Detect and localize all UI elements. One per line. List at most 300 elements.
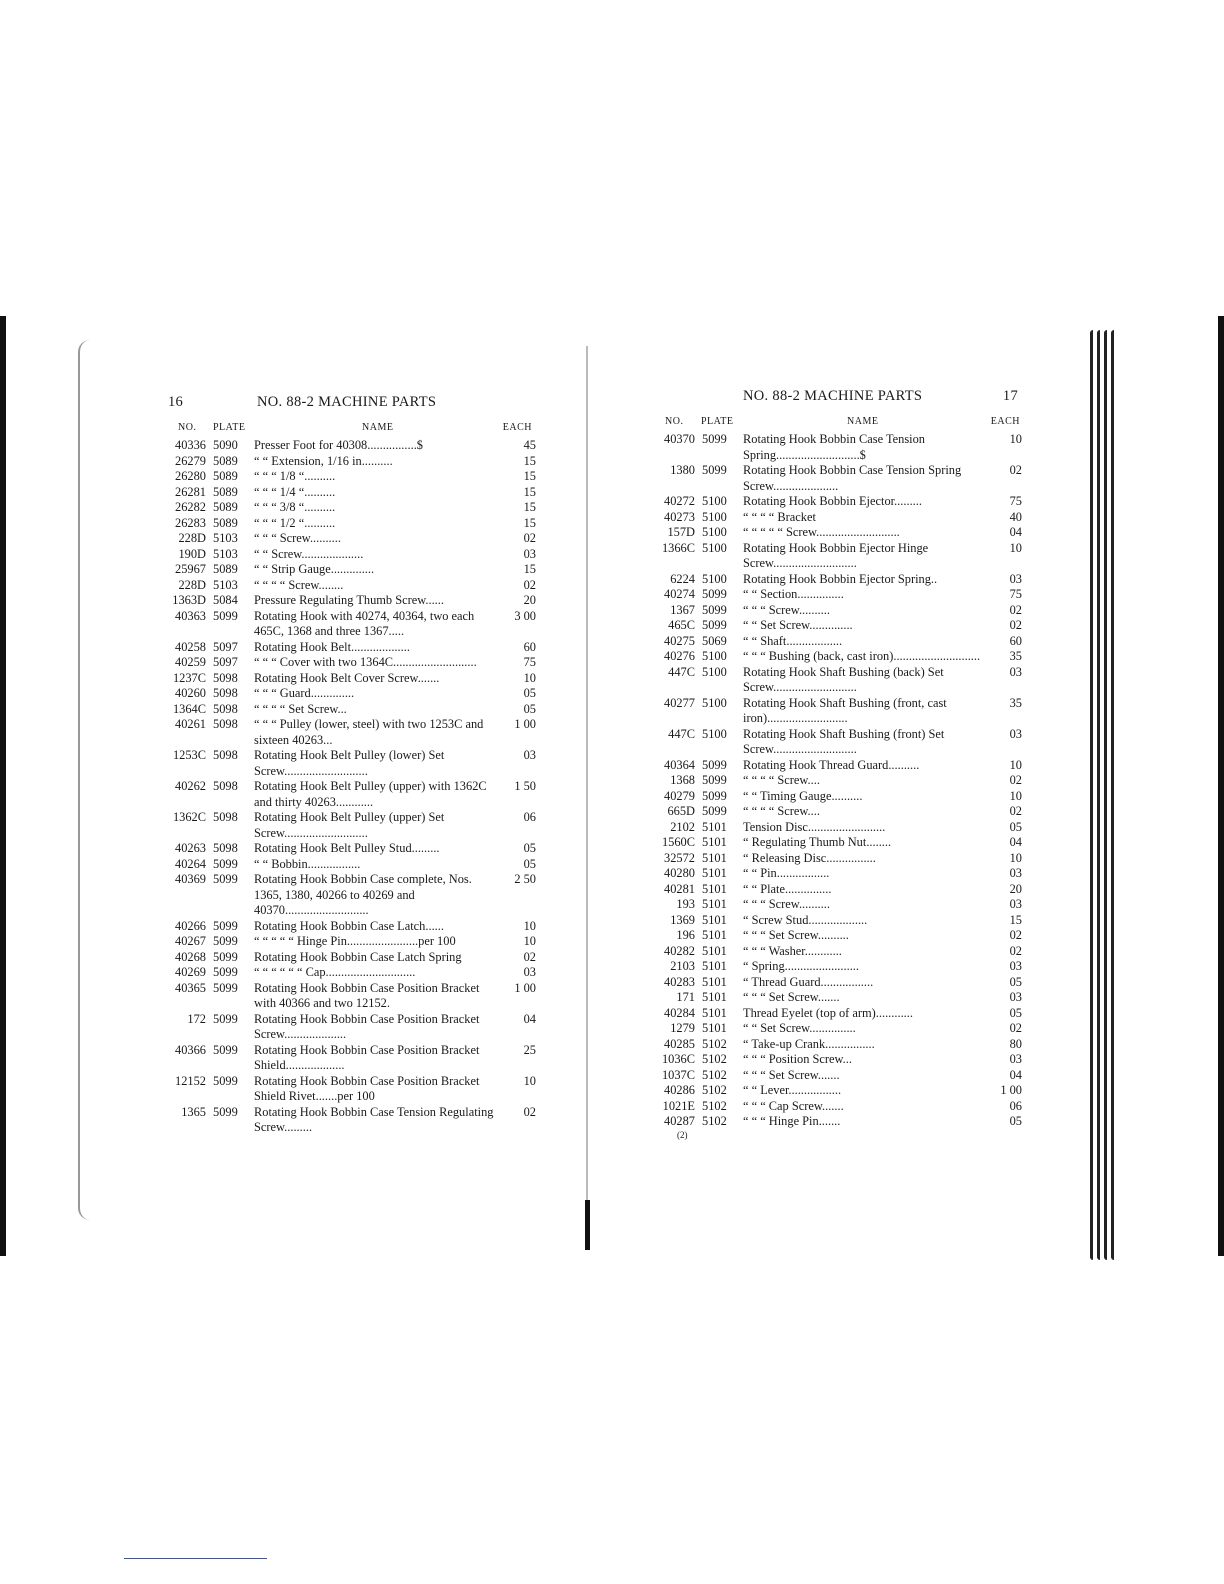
plate-number: 5097: [213, 639, 238, 654]
table-row: [168, 841, 536, 857]
part-price: 05: [1009, 819, 1022, 834]
plate-number: 5089: [213, 469, 238, 483]
part-number: 40366: [175, 1042, 206, 1057]
table-row: [168, 1074, 536, 1105]
part-number: 40275: [664, 633, 695, 648]
part-name: Rotating Hook Belt Pulley Stud.........: [254, 841, 440, 855]
part-price: 75: [1009, 494, 1022, 508]
part-number: 40285: [664, 1036, 695, 1051]
right-page-number: 17: [1002, 388, 1018, 404]
plate-number: 5090: [213, 438, 238, 452]
plate-number: 5101: [702, 959, 727, 973]
table-row: [657, 789, 1022, 805]
part-name: “ “ “ Screw..........: [743, 897, 830, 911]
signature-mark: (2): [677, 1129, 688, 1140]
part-price: 03: [523, 546, 536, 561]
part-price: 03: [1009, 897, 1022, 911]
part-number: 190D: [178, 546, 206, 561]
plate-number: 5101: [702, 866, 727, 880]
col-plate: PLATE: [701, 416, 734, 427]
plate-number: 5103: [213, 546, 238, 561]
plate-number: 5101: [702, 1021, 727, 1035]
part-number: 1237C: [172, 670, 206, 685]
part-price: 03: [1009, 959, 1022, 973]
part-number: 32572: [664, 850, 695, 865]
plate-number: 5099: [702, 773, 727, 787]
part-number: 447C: [668, 664, 695, 679]
part-name: Rotating Hook Belt Cover Screw.......: [254, 670, 440, 685]
plate-number: 5103: [213, 577, 238, 592]
part-number: 40284: [664, 1005, 695, 1020]
right-page: [657, 388, 1022, 1140]
part-number: 2103: [670, 959, 695, 973]
part-name: Rotating Hook Bobbin Case Tension Spring...........................$: [743, 432, 926, 462]
book-gutter: [586, 346, 588, 1246]
part-price: 03: [1009, 990, 1022, 1004]
table-row: [657, 1083, 1022, 1099]
table-row: [657, 1099, 1022, 1115]
part-number: 40363: [175, 608, 206, 623]
part-price: 03: [523, 965, 536, 979]
part-name: “ “ “ 1/2 “..........: [254, 515, 336, 530]
plate-number: 5099: [702, 804, 727, 818]
plate-number: 5101: [702, 943, 727, 958]
right-column-headers: [657, 416, 1022, 432]
plate-number: 5102: [702, 1098, 727, 1113]
part-number: 26279: [175, 453, 206, 468]
part-number: 1021E: [662, 1098, 695, 1113]
plate-number: 5098: [213, 701, 238, 716]
plate-number: 5099: [213, 1104, 238, 1119]
part-name: Rotating Hook Bobbin Ejector Hinge Screw...........................: [743, 540, 929, 570]
part-price: 02: [1009, 463, 1022, 477]
part-price: 2 50: [514, 872, 536, 886]
col-each: EACH: [502, 422, 532, 433]
plate-number: 5100: [702, 649, 727, 663]
part-price: 02: [1009, 928, 1022, 942]
part-number: 40274: [664, 587, 695, 601]
plate-number: 5100: [702, 509, 727, 524]
part-name: “ “ “ “ “ Hinge Pin.......................per 100: [254, 934, 456, 948]
part-name: “ “ Plate...............: [743, 881, 832, 896]
part-price: 10: [523, 934, 536, 948]
right-page-title: NO. 88-2 MACHINE PARTS: [743, 388, 923, 404]
table-row: [168, 872, 536, 919]
left-page-number: 16: [168, 394, 184, 410]
table-row: [168, 950, 536, 966]
table-row: [657, 463, 1022, 494]
table-row: [657, 975, 1022, 991]
part-number: 665D: [667, 804, 695, 818]
part-name: Rotating Hook Bobbin Case Position Bracket with 40366 and two 12152.: [254, 980, 480, 1010]
part-price: 1 00: [514, 980, 536, 995]
part-number: 1366C: [661, 540, 695, 555]
part-price: 02: [523, 577, 536, 592]
part-number: 6224: [670, 571, 695, 586]
table-row: [168, 640, 536, 656]
part-name: “ Releasing Disc................: [743, 850, 876, 865]
table-row: [657, 897, 1022, 913]
part-price: 20: [523, 593, 536, 607]
part-number: 1362C: [172, 810, 206, 824]
part-number: 1037C: [661, 1067, 695, 1082]
table-row: [657, 1114, 1022, 1130]
part-price: 15: [523, 453, 536, 468]
plate-number: 5099: [213, 856, 238, 871]
part-price: 06: [523, 810, 536, 824]
table-row: [168, 981, 536, 1012]
part-price: 10: [1009, 757, 1022, 772]
part-name: Rotating Hook Shaft Bushing (back) Set Screw...........................: [743, 664, 944, 694]
plate-number: 5098: [213, 717, 238, 731]
part-price: 05: [523, 841, 536, 855]
plate-number: 5100: [702, 664, 727, 679]
table-row: [168, 1012, 536, 1043]
table-row: [657, 541, 1022, 572]
right-parts-list: [657, 432, 1022, 1130]
table-row: [657, 913, 1022, 929]
part-name: “ “ “ 1/4 “..........: [254, 484, 336, 499]
plate-number: 5098: [213, 686, 238, 700]
part-name: “ “ “ Hinge Pin.......: [743, 1114, 841, 1128]
part-number: 447C: [668, 726, 695, 741]
part-name: Rotating Hook Bobbin Case Position Bracket Shield...................: [254, 1042, 480, 1072]
table-row: [657, 944, 1022, 960]
part-price: 03: [1009, 1052, 1022, 1066]
part-name: “ “ Lever.................: [743, 1083, 842, 1097]
part-name: Rotating Hook Bobbin Case complete, Nos. 1365, 1380, 40266 to 40269 and 40370...........................: [254, 872, 472, 917]
table-row: [657, 773, 1022, 789]
part-name: “ “ Set Screw..............: [743, 618, 853, 632]
part-name: “ “ Set Screw...............: [743, 1021, 856, 1035]
plate-number: 5098: [213, 748, 238, 762]
part-price: 15: [523, 500, 536, 514]
col-name: NAME: [362, 422, 394, 433]
table-row: [657, 820, 1022, 836]
part-name: “ “ “ Set Screw.......: [743, 1067, 840, 1082]
plate-number: 5098: [213, 779, 238, 793]
plate-number: 5098: [213, 810, 238, 824]
part-price: 10: [1009, 850, 1022, 865]
part-price: 35: [1009, 649, 1022, 663]
part-name: Tension Disc.........................: [743, 819, 886, 834]
table-row: [168, 438, 536, 454]
part-number: 465C: [668, 618, 695, 632]
part-price: 05: [523, 856, 536, 871]
part-price: 05: [523, 701, 536, 716]
part-name: Rotating Hook Shaft Bushing (front, cast iron)..........................: [743, 695, 947, 725]
part-name: Rotating Hook with 40274, 40364, two each 465C, 1368 and three 1367.....: [254, 608, 475, 638]
plate-number: 5103: [213, 531, 238, 545]
part-price: 05: [1009, 974, 1022, 989]
part-number: 40280: [664, 866, 695, 880]
part-number: 26283: [175, 515, 206, 530]
table-row: [657, 649, 1022, 665]
part-price: 02: [1009, 943, 1022, 958]
underline-mark: [124, 1558, 267, 1559]
page-edge-stack: [1088, 330, 1130, 1260]
plate-number: 5101: [702, 1005, 727, 1020]
part-number: 172: [187, 1011, 206, 1026]
plate-number: 5099: [702, 618, 727, 632]
table-row: [657, 1021, 1022, 1037]
plate-number: 5102: [702, 1083, 727, 1097]
part-number: 1364C: [172, 701, 206, 716]
left-page-header: [168, 394, 536, 416]
table-row: [657, 634, 1022, 650]
table-row: [657, 990, 1022, 1006]
plate-number: 5102: [702, 1036, 727, 1051]
left-column-headers: [168, 422, 536, 438]
plate-number: 5099: [702, 788, 727, 803]
part-price: 3 00: [514, 608, 536, 623]
page-curl-left: [78, 340, 90, 1220]
part-name: Rotating Hook Bobbin Case Tension Spring Screw.....................: [743, 463, 962, 493]
part-name: Rotating Hook Belt...................: [254, 639, 410, 654]
part-price: 35: [1009, 695, 1022, 710]
part-name: Rotating Hook Bobbin Case Latch Spring: [254, 949, 462, 964]
table-row: [168, 578, 536, 594]
table-row: [168, 671, 536, 687]
table-row: [657, 727, 1022, 758]
table-row: [657, 696, 1022, 727]
plate-number: 5099: [213, 965, 238, 979]
part-number: 1036C: [661, 1052, 695, 1066]
plate-number: 5101: [702, 835, 727, 849]
part-number: 40260: [175, 686, 206, 700]
plate-number: 5101: [702, 990, 727, 1004]
part-price: 10: [523, 670, 536, 685]
plate-number: 5099: [702, 587, 727, 601]
part-number: 40272: [664, 494, 695, 508]
col-name: NAME: [847, 416, 879, 427]
table-row: [168, 717, 536, 748]
plate-number: 5100: [702, 695, 727, 710]
part-price: 10: [523, 918, 536, 933]
part-price: 1 00: [514, 717, 536, 731]
plate-number: 5100: [702, 540, 727, 555]
part-name: “ “ Screw....................: [254, 546, 364, 561]
part-name: Rotating Hook Bobbin Case Latch......: [254, 918, 444, 933]
plate-number: 5101: [702, 819, 727, 834]
part-number: 40286: [664, 1083, 695, 1097]
plate-number: 5101: [702, 912, 727, 927]
part-price: 02: [1009, 804, 1022, 818]
table-row: [168, 531, 536, 547]
part-name: “ “ “ Bushing (back, cast iron)............................: [743, 649, 981, 663]
part-number: 1363D: [172, 593, 206, 607]
plate-number: 5089: [213, 484, 238, 499]
part-number: 40259: [175, 655, 206, 669]
part-name: “ Regulating Thumb Nut........: [743, 835, 892, 849]
part-number: 40263: [175, 841, 206, 855]
plate-number: 5097: [213, 655, 238, 669]
part-number: 40365: [175, 980, 206, 995]
part-number: 40269: [175, 965, 206, 979]
plate-number: 5101: [702, 974, 727, 989]
part-number: 40283: [664, 974, 695, 989]
part-name: “ “ “ Cover with two 1364C...........................: [254, 655, 477, 669]
part-price: 10: [523, 1073, 536, 1088]
plate-number: 5099: [213, 1011, 238, 1026]
table-row: [657, 758, 1022, 774]
part-number: 40364: [664, 757, 695, 772]
part-name: Rotating Hook Bobbin Case Position Bracket Shield Rivet.......per 100: [254, 1073, 480, 1103]
table-row: [168, 934, 536, 950]
plate-number: 5099: [213, 1042, 238, 1057]
part-price: 06: [1009, 1098, 1022, 1113]
part-number: 1253C: [172, 748, 206, 762]
plate-number: 5099: [702, 602, 727, 617]
plate-number: 5100: [702, 726, 727, 741]
table-row: [168, 919, 536, 935]
part-price: 10: [1009, 432, 1022, 446]
plate-number: 5069: [702, 633, 727, 648]
table-row: [657, 603, 1022, 619]
part-price: 04: [1009, 835, 1022, 849]
table-row: [657, 1052, 1022, 1068]
part-price: 10: [1009, 540, 1022, 555]
part-number: 1368: [670, 773, 695, 787]
part-number: 40369: [175, 872, 206, 886]
table-row: [168, 965, 536, 981]
part-price: 02: [1009, 618, 1022, 632]
plate-number: 5101: [702, 928, 727, 942]
part-price: 03: [1009, 726, 1022, 741]
part-price: 03: [1009, 664, 1022, 679]
plate-number: 5099: [702, 463, 727, 477]
part-name: “ “ Bobbin.................: [254, 856, 361, 871]
part-price: 05: [523, 686, 536, 700]
part-price: 45: [523, 438, 536, 452]
table-row: [168, 454, 536, 470]
table-row: [657, 510, 1022, 526]
part-number: 228D: [178, 531, 206, 545]
plate-number: 5089: [213, 453, 238, 468]
part-name: “ “ “ “ Screw....: [743, 773, 820, 787]
part-name: “ “ Pin.................: [743, 866, 830, 880]
plate-number: 5089: [213, 500, 238, 514]
part-name: Rotating Hook Belt Pulley (upper) with 1362C and thirty 40263............: [254, 779, 487, 809]
part-name: “ “ “ “ Screw....: [743, 804, 820, 818]
part-price: 15: [523, 562, 536, 576]
part-name: Rotating Hook Bobbin Case Tension Regulating Screw.........: [254, 1104, 494, 1134]
table-row: [657, 959, 1022, 975]
table-row: [657, 618, 1022, 634]
col-each: EACH: [990, 416, 1020, 427]
table-row: [168, 469, 536, 485]
col-plate: PLATE: [213, 422, 246, 433]
table-row: [657, 665, 1022, 696]
part-name: “ Spring........................: [743, 959, 859, 973]
table-row: [657, 804, 1022, 820]
plate-number: 5099: [702, 432, 727, 446]
plate-number: 5098: [213, 670, 238, 685]
left-page: [168, 394, 536, 1136]
part-price: 25: [523, 1042, 536, 1057]
part-name: “ Thread Guard.................: [743, 974, 874, 989]
part-name: Pressure Regulating Thumb Screw......: [254, 593, 444, 607]
part-number: 171: [676, 990, 695, 1004]
part-name: Rotating Hook Bobbin Ejector.........: [743, 494, 922, 508]
part-name: Thread Eyelet (top of arm)............: [743, 1005, 913, 1020]
part-number: 196: [676, 928, 695, 942]
part-price: 05: [1009, 1005, 1022, 1020]
part-price: 75: [523, 655, 536, 669]
plate-number: 5089: [213, 515, 238, 530]
table-row: [168, 748, 536, 779]
table-row: [168, 1043, 536, 1074]
plate-number: 5100: [702, 525, 727, 539]
col-no: NO.: [178, 422, 197, 433]
part-number: 1369: [670, 912, 695, 927]
plate-number: 5099: [213, 934, 238, 948]
part-number: 40277: [664, 695, 695, 710]
part-name: “ “ “ Pulley (lower, steel) with two 1253C and sixteen 40263...: [254, 717, 484, 747]
part-name: “ “ “ Position Screw...: [743, 1052, 852, 1066]
table-row: [168, 609, 536, 640]
table-row: [657, 851, 1022, 867]
part-name: “ “ “ “ Set Screw...: [254, 701, 347, 716]
part-price: 02: [523, 531, 536, 545]
part-number: 40266: [175, 918, 206, 933]
part-name: “ “ “ Guard..............: [254, 686, 355, 700]
part-name: “ “ “ Cap Screw.......: [743, 1098, 844, 1113]
part-number: 40264: [175, 856, 206, 871]
table-row: [657, 587, 1022, 603]
plate-number: 5099: [213, 980, 238, 995]
table-row: [168, 779, 536, 810]
table-row: [168, 485, 536, 501]
plate-number: 5099: [213, 608, 238, 623]
part-name: “ “ “ Set Screw.......: [743, 990, 840, 1004]
part-name: Rotating Hook Belt Pulley (lower) Set Screw...........................: [254, 748, 445, 778]
part-number: 40273: [664, 509, 695, 524]
part-number: 40282: [664, 943, 695, 958]
plate-number: 5101: [702, 850, 727, 865]
plate-number: 5099: [702, 757, 727, 772]
part-name: “ “ “ 3/8 “..........: [254, 500, 336, 514]
plate-number: 5098: [213, 841, 238, 855]
plate-number: 5102: [702, 1114, 727, 1128]
part-number: 40267: [175, 934, 206, 948]
part-name: “ “ Section...............: [743, 587, 844, 601]
part-name: “ “ “ Screw..........: [743, 602, 830, 617]
part-name: “ “ “ “ “ “ Cap.............................: [254, 965, 416, 979]
left-parts-list: [168, 438, 536, 1136]
plate-number: 5102: [702, 1067, 727, 1082]
plate-number: 5099: [213, 872, 238, 886]
plate-number: 5101: [702, 897, 727, 911]
plate-number: 5099: [213, 1073, 238, 1088]
table-row: [168, 702, 536, 718]
table-row: [168, 516, 536, 532]
part-price: 04: [1009, 525, 1022, 539]
part-number: 40287: [664, 1114, 695, 1128]
part-price: 04: [523, 1011, 536, 1026]
part-name: “ “ “ 1/8 “..........: [254, 469, 336, 483]
scan-edge-right: [1218, 316, 1224, 1256]
plate-number: 5089: [213, 562, 238, 576]
plate-number: 5100: [702, 571, 727, 586]
part-name: Rotating Hook Belt Pulley (upper) Set Screw...........................: [254, 810, 445, 840]
part-price: 03: [1009, 571, 1022, 586]
table-row: [657, 1037, 1022, 1053]
part-number: 1367: [670, 602, 695, 617]
part-number: 26282: [175, 500, 206, 514]
part-number: 26280: [175, 469, 206, 483]
right-page-header: [657, 388, 1022, 410]
